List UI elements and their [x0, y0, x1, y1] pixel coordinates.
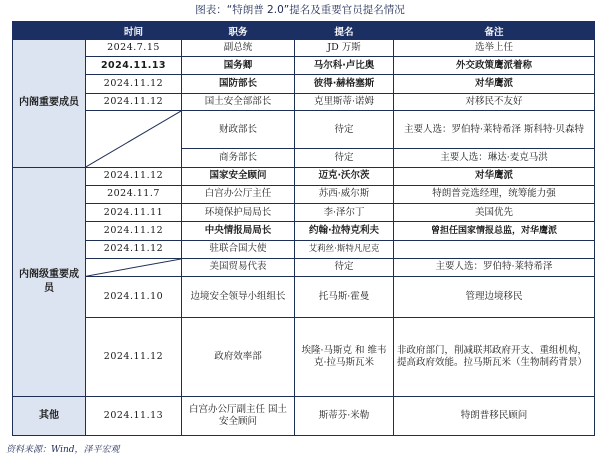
cell-position: 美国贸易代表 — [182, 258, 295, 276]
cell-position: 中央情报局局长 — [182, 222, 295, 240]
cell-position: 国务卿 — [182, 57, 295, 75]
group-other: 其他 — [13, 397, 86, 436]
cell-note: 对华鹰派 — [394, 75, 595, 93]
cell-position: 国土安全部部长 — [182, 93, 295, 110]
cell-time-empty — [86, 110, 182, 167]
cell-note: 主要人选：罗伯特·莱特希泽 — [394, 258, 595, 276]
table-row — [13, 40, 595, 57]
cell-nominee: 马尔科·卢比奥 — [295, 57, 394, 75]
cell-nominee: 李·泽尔丁 — [295, 204, 394, 222]
cell-time: 2024.11.13 — [86, 57, 182, 75]
cell-nominee: 待定 — [295, 258, 394, 276]
cell-position: 副总统 — [182, 40, 295, 57]
cell-position: 商务部长 — [182, 149, 295, 167]
cell-time: 2024.11.12 — [86, 167, 182, 185]
group-cabinet-level: 内阁级重要成员 — [13, 167, 86, 397]
table-row — [13, 93, 595, 110]
cell-note: 主要人选：罗伯特·莱特希泽 斯科特·贝森特 — [394, 110, 595, 149]
table-row — [13, 240, 595, 258]
cell-note: 非政府部门，削减联邦政府开支、重组机构，提高政府效能。拉马斯瓦米（生物制药背景） — [394, 317, 595, 396]
cell-position: 白宫办公厅主任 — [182, 185, 295, 203]
cell-position: 边境安全领导小组组长 — [182, 277, 295, 318]
header-group — [13, 22, 86, 40]
cell-note: 主要人选：琳达·麦克马洪 — [394, 149, 595, 167]
cell-note: 外交政策鹰派着称 — [394, 57, 595, 75]
cell-position: 驻联合国大使 — [182, 240, 295, 258]
cell-position: 环境保护局局长 — [182, 204, 295, 222]
cell-nominee: 苏西·威尔斯 — [295, 185, 394, 203]
table-row — [13, 222, 595, 240]
cell-note: 选举上任 — [394, 40, 595, 57]
table-row — [13, 204, 595, 222]
nominations-table — [12, 21, 595, 436]
cell-time: 2024.7.15 — [86, 40, 182, 57]
diagonal-line — [86, 111, 181, 167]
cell-nominee: 艾莉丝·斯特凡尼克 — [295, 240, 394, 258]
cell-note: 美国优先 — [394, 204, 595, 222]
cell-time: 2024.11.12 — [86, 317, 182, 396]
cell-time: 2024.11.7 — [86, 185, 182, 203]
cell-time: 2024.11.11 — [86, 204, 182, 222]
table-row — [13, 258, 595, 276]
header-position: 职务 — [182, 22, 295, 40]
cell-nominee: 待定 — [295, 149, 394, 167]
cell-time: 2024.11.10 — [86, 277, 182, 318]
table-row — [13, 277, 595, 318]
cell-note: 对移民不友好 — [394, 93, 595, 110]
cell-nominee: 克里斯蒂·诺姆 — [295, 93, 394, 110]
cell-time: 2024.11.12 — [86, 93, 182, 110]
header-note: 备注 — [394, 22, 595, 40]
cell-time: 2024.11.12 — [86, 75, 182, 93]
header-time: 时间 — [86, 22, 182, 40]
cell-position: 财政部长 — [182, 110, 295, 149]
cell-time: 2024.11.13 — [86, 397, 182, 436]
cell-note: 管理边境移民 — [394, 277, 595, 318]
cell-note: 特朗普移民顾问 — [394, 397, 595, 436]
cell-note — [394, 240, 595, 258]
cell-note: 对华鹰派 — [394, 167, 595, 185]
cell-nominee: 托马斯·霍曼 — [295, 277, 394, 318]
cell-nominee: 彼得·赫格塞斯 — [295, 75, 394, 93]
cell-time: 2024.11.12 — [86, 222, 182, 240]
table-row — [13, 317, 595, 396]
cell-time-empty — [86, 258, 182, 276]
cell-time: 2024.11.12 — [86, 240, 182, 258]
table-row — [13, 57, 595, 75]
header-nominee: 提名 — [295, 22, 394, 40]
cell-note: 特朗普竞选经理，统筹能力强 — [394, 185, 595, 203]
cell-position: 政府效率部 — [182, 317, 295, 396]
cell-nominee: 迈克·沃尔茨 — [295, 167, 394, 185]
cell-nominee: 待定 — [295, 110, 394, 149]
table-header-row — [13, 22, 595, 40]
cell-nominee: 埃隆·马斯克 和 维韦克·拉马斯瓦米 — [295, 317, 394, 396]
source-note: 资料来源：Wind，泽平宏观 — [6, 445, 120, 455]
cell-position: 国防部长 — [182, 75, 295, 93]
cell-nominee: JD 万斯 — [295, 40, 394, 57]
cell-position: 白宫办公厅副主任 国土安全顾问 — [182, 397, 295, 436]
table-row — [13, 167, 595, 185]
page-title: 图表：“特朗普 2.0”提名及重要官员提名情况 — [195, 4, 405, 16]
cell-position: 国家安全顾问 — [182, 167, 295, 185]
table-row — [13, 75, 595, 93]
cell-nominee: 约翰·拉特克利夫 — [295, 222, 394, 240]
table-row — [13, 397, 595, 436]
table-row — [13, 110, 595, 149]
table-row — [13, 185, 595, 203]
cell-note: 曾担任国家情报总监，对华鹰派 — [394, 222, 595, 240]
diagonal-line — [86, 259, 181, 276]
cell-nominee: 斯蒂芬·米勒 — [295, 397, 394, 436]
group-cabinet: 内阁重要成员 — [13, 40, 86, 168]
